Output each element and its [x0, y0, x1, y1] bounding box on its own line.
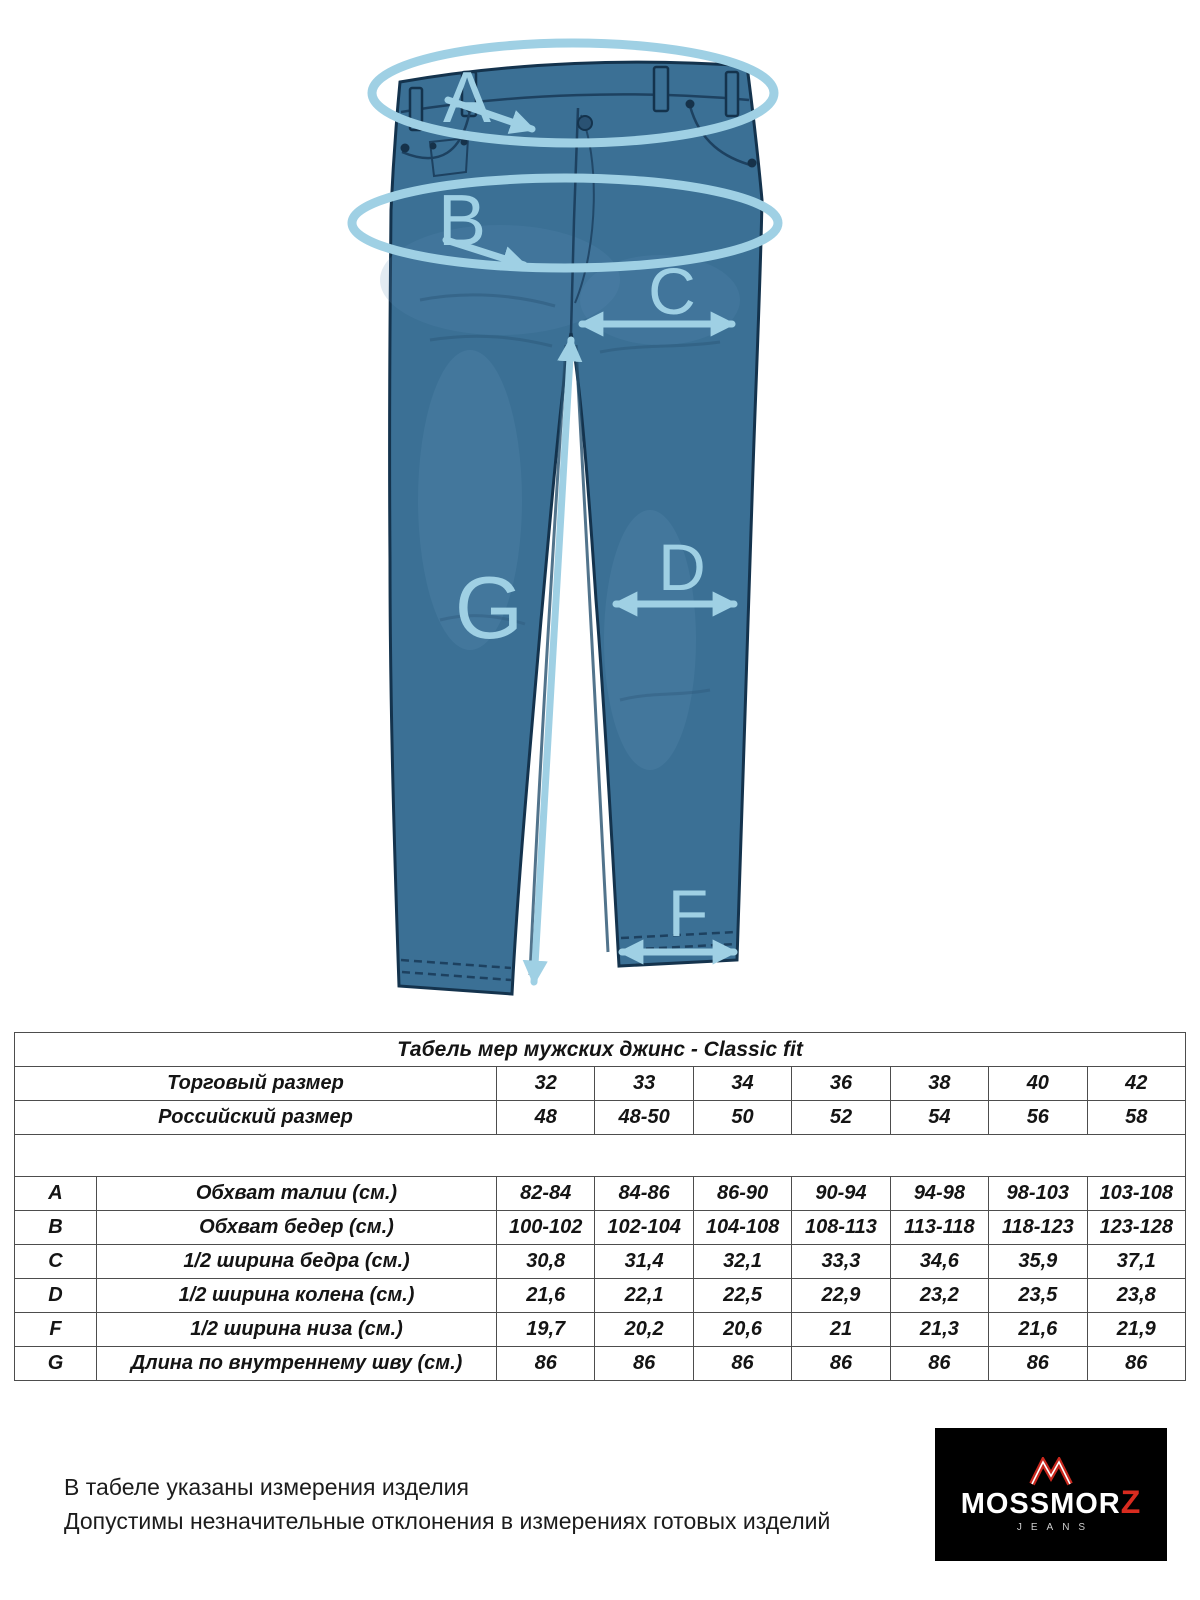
- trade-size-row: [15, 1067, 1186, 1101]
- label-b: B: [437, 181, 487, 261]
- brand-subtitle: JEANS: [1016, 1521, 1095, 1533]
- measure-value: 90-94: [792, 1177, 890, 1211]
- size-value: 32: [497, 1067, 595, 1101]
- measure-letter: G: [15, 1347, 97, 1381]
- measure-value: 84-86: [595, 1177, 693, 1211]
- measure-value: 103-108: [1087, 1177, 1185, 1211]
- measure-value: 22,9: [792, 1279, 890, 1313]
- russian-size-row: [15, 1101, 1186, 1135]
- measure-label: 1/2 ширина низа (см.): [97, 1313, 497, 1347]
- measure-label: Обхват бедер (см.): [97, 1211, 497, 1245]
- measure-value: 21,6: [989, 1313, 1087, 1347]
- measure-row-f: [15, 1313, 1186, 1347]
- size-value: 58: [1087, 1101, 1185, 1135]
- measure-value: 82-84: [497, 1177, 595, 1211]
- measure-label: Обхват талии (см.): [97, 1177, 497, 1211]
- measure-value: 113-118: [890, 1211, 988, 1245]
- brand-name-accent: Z: [1120, 1483, 1142, 1520]
- measure-letter: F: [15, 1313, 97, 1347]
- measure-value: 20,6: [693, 1313, 791, 1347]
- size-table: [14, 1032, 1186, 1381]
- footer-line-1: В табеле указаны измерения изделия: [64, 1474, 469, 1500]
- measure-value: 31,4: [595, 1245, 693, 1279]
- measure-value: 21: [792, 1313, 890, 1347]
- measure-row-g: [15, 1347, 1186, 1381]
- spacer-cell: [15, 1135, 1186, 1177]
- size-value: 38: [890, 1067, 988, 1101]
- measure-row-a: [15, 1177, 1186, 1211]
- measure-value: 32,1: [693, 1245, 791, 1279]
- size-value: 56: [989, 1101, 1087, 1135]
- measure-value: 98-103: [989, 1177, 1087, 1211]
- measure-row-c: [15, 1245, 1186, 1279]
- size-value: 52: [792, 1101, 890, 1135]
- footer-line-2: Допустимы незначительные отклонения в измерениях готовых изделий: [64, 1508, 831, 1534]
- table-title-row: [15, 1033, 1186, 1067]
- measure-label: 1/2 ширина бедра (см.): [97, 1245, 497, 1279]
- measure-value: 100-102: [497, 1211, 595, 1245]
- label-a: A: [442, 58, 492, 138]
- measure-value: 35,9: [989, 1245, 1087, 1279]
- measure-value: 86: [497, 1347, 595, 1381]
- measure-value: 118-123: [989, 1211, 1087, 1245]
- measure-value: 86: [693, 1347, 791, 1381]
- brand-name-main: MOSSMOR: [960, 1487, 1121, 1520]
- measure-value: 86: [890, 1347, 988, 1381]
- measure-value: 23,2: [890, 1279, 988, 1313]
- measure-value: 94-98: [890, 1177, 988, 1211]
- label-d: D: [658, 530, 706, 604]
- size-value: 33: [595, 1067, 693, 1101]
- measure-letter: C: [15, 1245, 97, 1279]
- table-title: Табель мер мужских джинс - Classic fit: [15, 1033, 1186, 1067]
- measure-letter: D: [15, 1279, 97, 1313]
- size-value: 36: [792, 1067, 890, 1101]
- measure-value: 23,5: [989, 1279, 1087, 1313]
- footer-notes: [64, 1470, 830, 1538]
- measure-value: 21,9: [1087, 1313, 1185, 1347]
- measure-row-d: [15, 1279, 1186, 1313]
- size-value: 48: [497, 1101, 595, 1135]
- row-label: Российский размер: [15, 1101, 497, 1135]
- measure-value: 86-90: [693, 1177, 791, 1211]
- measure-letter: B: [15, 1211, 97, 1245]
- brand-name: [960, 1483, 1142, 1520]
- measure-value: 19,7: [497, 1313, 595, 1347]
- measure-value: 86: [989, 1347, 1087, 1381]
- measure-value: 104-108: [693, 1211, 791, 1245]
- measure-value: 20,2: [595, 1313, 693, 1347]
- measure-value: 21,3: [890, 1313, 988, 1347]
- measure-value: 30,8: [497, 1245, 595, 1279]
- measure-label: Длина по внутреннему шву (см.): [97, 1347, 497, 1381]
- measure-value: 34,6: [890, 1245, 988, 1279]
- label-f: F: [667, 876, 709, 950]
- measure-label: 1/2 ширина колена (см.): [97, 1279, 497, 1313]
- measure-value: 22,1: [595, 1279, 693, 1313]
- size-value: 40: [989, 1067, 1087, 1101]
- measure-value: 86: [1087, 1347, 1185, 1381]
- label-c: C: [648, 254, 696, 328]
- measure-value: 37,1: [1087, 1245, 1185, 1279]
- row-label: Торговый размер: [15, 1067, 497, 1101]
- measure-value: 86: [792, 1347, 890, 1381]
- size-value: 42: [1087, 1067, 1185, 1101]
- size-value: 50: [693, 1101, 791, 1135]
- measure-value: 22,5: [693, 1279, 791, 1313]
- brand-m-icon: [1023, 1457, 1079, 1487]
- measure-value: 33,3: [792, 1245, 890, 1279]
- measure-value: 86: [595, 1347, 693, 1381]
- measure-value: 102-104: [595, 1211, 693, 1245]
- measure-letter: A: [15, 1177, 97, 1211]
- brand-logo: [935, 1428, 1167, 1561]
- label-g: G: [454, 558, 524, 657]
- measure-value: 108-113: [792, 1211, 890, 1245]
- size-value: 48-50: [595, 1101, 693, 1135]
- size-value: 34: [693, 1067, 791, 1101]
- measure-value: 123-128: [1087, 1211, 1185, 1245]
- size-value: 54: [890, 1101, 988, 1135]
- measure-value: 21,6: [497, 1279, 595, 1313]
- measure-row-b: [15, 1211, 1186, 1245]
- spacer-row: [15, 1135, 1186, 1177]
- measure-value: 23,8: [1087, 1279, 1185, 1313]
